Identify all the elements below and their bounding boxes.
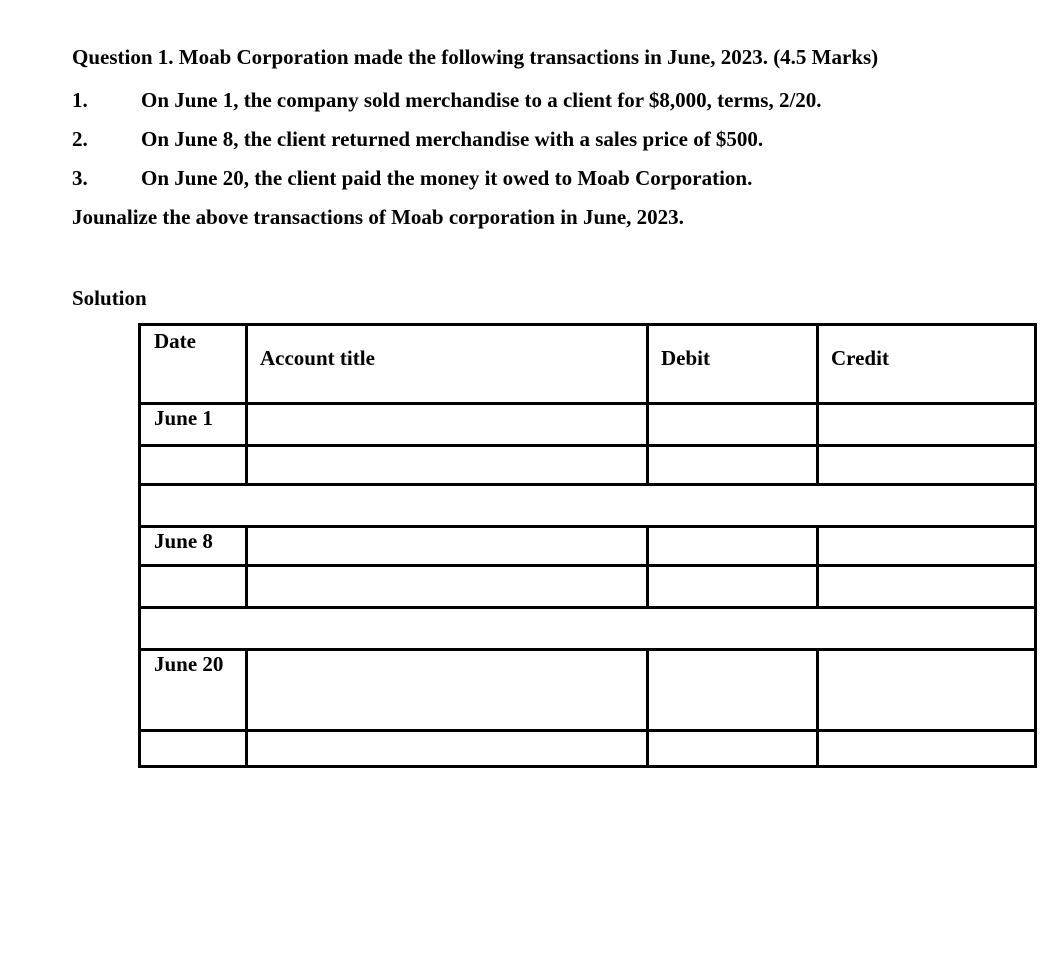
item-1-number: 1. <box>72 88 88 112</box>
header-date: Date <box>140 325 247 404</box>
credit-cell[interactable] <box>818 446 1036 485</box>
account-cell[interactable] <box>247 650 648 731</box>
date-cell: June 1 <box>140 404 247 446</box>
item-2-number: 2. <box>72 127 88 151</box>
table-row <box>140 404 1036 446</box>
credit-cell[interactable] <box>818 527 1036 566</box>
header-debit: Debit <box>648 325 818 404</box>
debit-cell[interactable] <box>648 731 818 767</box>
table-row <box>140 731 1036 767</box>
debit-cell[interactable] <box>648 446 818 485</box>
separator-cell <box>140 608 1036 650</box>
account-cell[interactable] <box>247 566 648 608</box>
item-1-text: On June 1, the company sold merchandise to a client for $8,000, terms, 2/20. <box>141 88 822 112</box>
credit-cell[interactable] <box>818 404 1036 446</box>
date-cell: June 8 <box>140 527 247 566</box>
table-row <box>140 527 1036 566</box>
date-cell: June 20 <box>140 650 247 731</box>
header-account-title: Account title <box>247 325 648 404</box>
debit-cell[interactable] <box>648 527 818 566</box>
credit-cell[interactable] <box>818 650 1036 731</box>
item-3-number: 3. <box>72 166 88 190</box>
instruction-text: Jounalize the above transactions of Moab corporation in June, 2023. <box>72 205 684 229</box>
separator-row <box>140 608 1036 650</box>
account-cell[interactable] <box>247 527 648 566</box>
separator-row <box>140 485 1036 527</box>
debit-cell[interactable] <box>648 650 818 731</box>
table-row <box>140 650 1036 731</box>
date-cell[interactable] <box>140 731 247 767</box>
account-cell[interactable] <box>247 731 648 767</box>
account-cell[interactable] <box>247 446 648 485</box>
date-cell[interactable] <box>140 566 247 608</box>
date-cell[interactable] <box>140 446 247 485</box>
debit-cell[interactable] <box>648 566 818 608</box>
question-heading: Question 1. Moab Corporation made the following transactions in June, 2023. (4.5 Marks) <box>72 45 879 69</box>
credit-cell[interactable] <box>818 731 1036 767</box>
solution-label: Solution <box>72 286 147 310</box>
table-header-row <box>140 325 1036 404</box>
table-row <box>140 446 1036 485</box>
item-3-text: On June 20, the client paid the money it owed to Moab Corporation. <box>141 166 753 190</box>
header-credit: Credit <box>818 325 1036 404</box>
table-row <box>140 566 1036 608</box>
credit-cell[interactable] <box>818 566 1036 608</box>
journal-table <box>138 323 1037 768</box>
item-2-text: On June 8, the client returned merchandise with a sales price of $500. <box>141 127 764 151</box>
separator-cell <box>140 485 1036 527</box>
debit-cell[interactable] <box>648 404 818 446</box>
account-cell[interactable] <box>247 404 648 446</box>
